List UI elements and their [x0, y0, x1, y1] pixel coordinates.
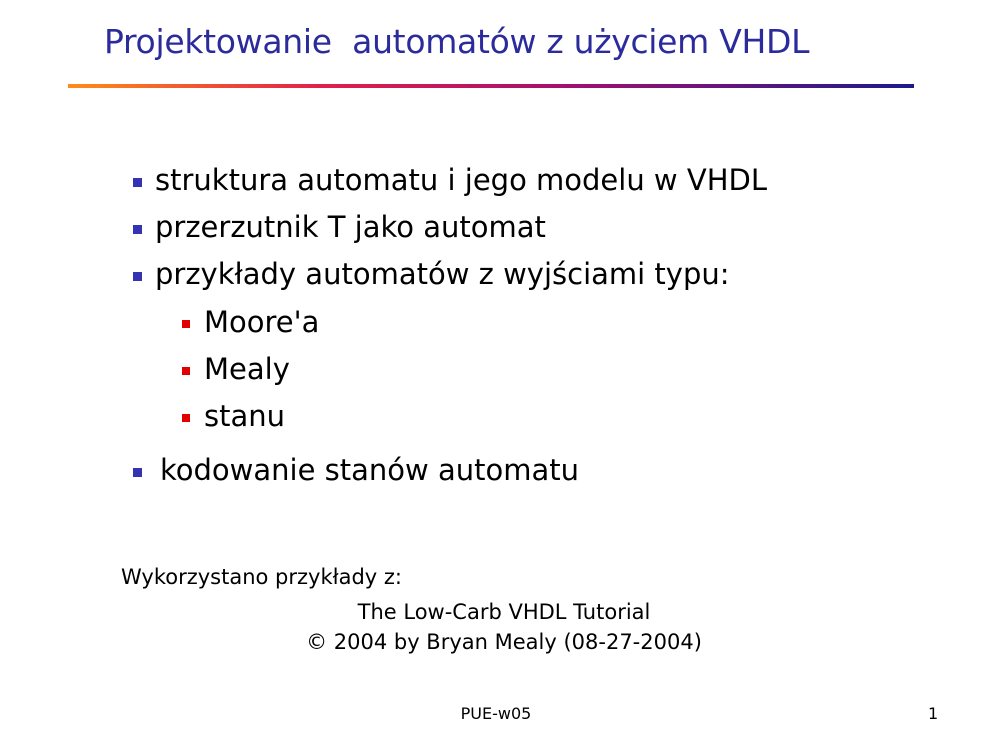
sub-bullet-text: Mealy — [204, 352, 290, 386]
bullet-text: przerzutnik T jako automat — [155, 210, 546, 244]
bullet-item — [160, 453, 579, 487]
square-bullet-icon — [133, 272, 142, 281]
sub-bullet-item — [204, 399, 286, 433]
page-number: 1 — [928, 704, 939, 723]
bullet-item — [155, 210, 546, 244]
sub-bullet-item — [204, 305, 320, 339]
sub-bullet-text: Moore'a — [204, 305, 320, 339]
square-bullet-icon — [133, 468, 142, 477]
reference-copyright: © 2004 by Bryan Mealy (08-27-2004) — [306, 630, 702, 654]
sub-bullet-text: stanu — [204, 399, 286, 433]
bullet-text: kodowanie stanów automatu — [160, 453, 579, 487]
square-bullet-icon — [182, 414, 190, 422]
slide-footer: PUE-w05 — [460, 704, 532, 723]
sub-bullet-item — [204, 352, 290, 386]
bullet-text: struktura automatu i jego modelu w VHDL — [155, 163, 768, 197]
square-bullet-icon — [182, 320, 190, 328]
bullet-text: przykłady automatów z wyjściami typu: — [155, 257, 730, 291]
square-bullet-icon — [133, 178, 142, 187]
source-note: Wykorzystano przykłady z: — [121, 565, 402, 589]
bullet-item — [155, 163, 768, 197]
slide-title: Projektowanie automatów z użyciem VHDL — [104, 22, 810, 61]
bullet-item — [155, 257, 730, 291]
reference-title: The Low-Carb VHDL Tutorial — [357, 600, 651, 624]
square-bullet-icon — [133, 225, 142, 234]
square-bullet-icon — [182, 367, 190, 375]
